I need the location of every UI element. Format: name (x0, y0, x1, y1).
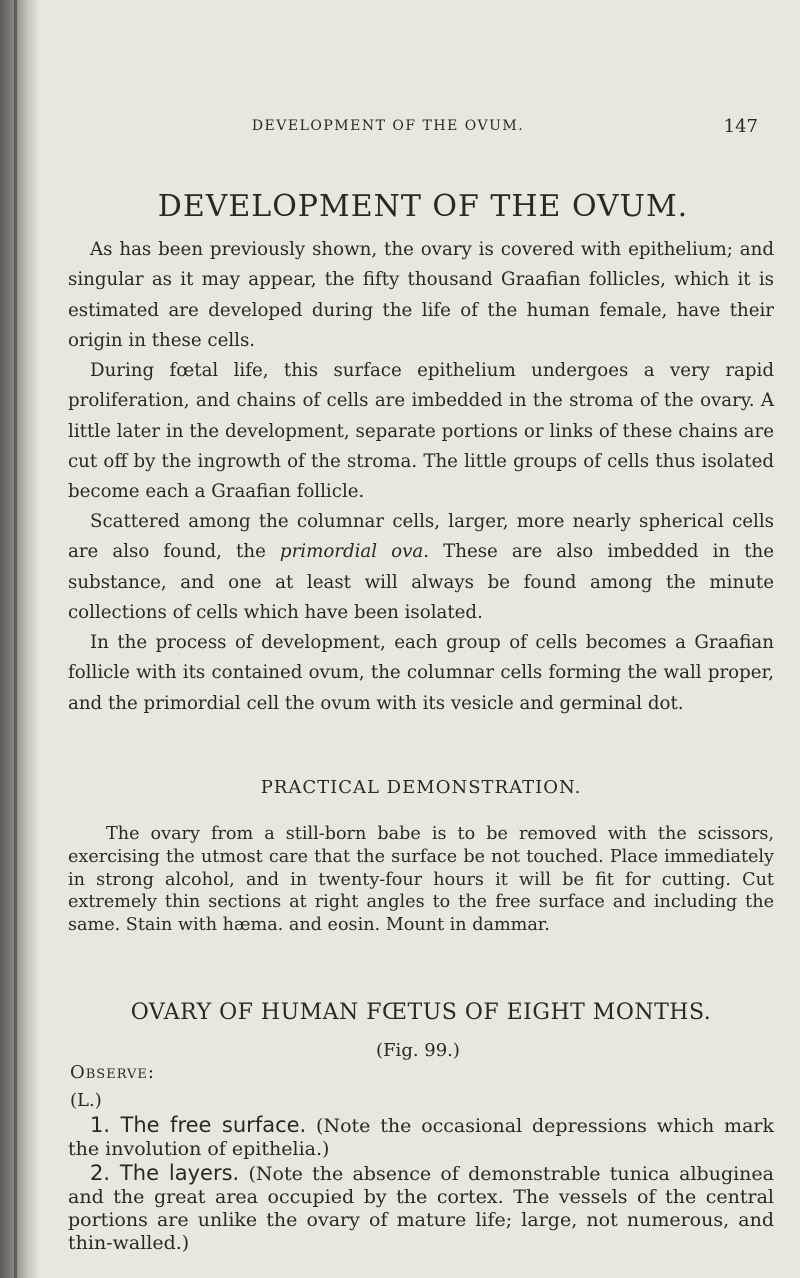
observation-item-2 (68, 1162, 774, 1255)
page-content (68, 0, 778, 1278)
paragraph-4: In the process of development, each group of cells becomes a Graafian follicle with its contained ovum, the columnar cells forming the wall proper, and the primordial cell the ovum with its vesicle and germinal dot. (68, 632, 774, 714)
figure-reference: (Fig. 99.) (376, 1040, 460, 1061)
paragraph-2: During fœtal life, this surface epithelium undergoes a very rapid proliferation, and chains of cells are imbedded in the stroma of the ovary. A little later in the development, separate portions or links of these chains are cut off by the ingrowth of the stroma. The little groups of cells thus isolated become each a Graafian follicle. (68, 360, 774, 503)
practical-demonstration-text: The ovary from a still-born babe is to be removed with the scissors, exercising the utmost care that the surface be not touched. Place immediately in strong alcohol, and in twenty-four hours it will be fit for cutting. Cut extremely thin sections at right angles to the free surface and including the same. Stain with hæma. and eosin. Mount in dammar. (68, 824, 774, 936)
binding-shadow-line (14, 0, 17, 1278)
paragraph-1: As has been previously shown, the ovary is covered with epithelium; and singular as it may appear, the fifty thousand Graafian follicles, which it is estimated are developed during the life of the human female, have their origin in these cells. (68, 239, 774, 351)
running-head-title: DEVELOPMENT OF THE OVUM. (251, 118, 525, 134)
page-binding-edge (0, 0, 40, 1278)
item-1-text: (Note the occasional depressions which mark the involution of epithelia.) (68, 1115, 774, 1160)
observe-label: Observe: (70, 1062, 155, 1083)
label-l: (L.) (70, 1090, 102, 1111)
item-2-lead: 2. The layers. (90, 1161, 240, 1185)
observation-item-1 (68, 1114, 774, 1161)
ovary-section-heading: OVARY OF HUMAN FŒTUS OF EIGHT MONTHS. (130, 1000, 712, 1025)
page-number: 147 (723, 116, 758, 137)
paragraph-3-text-a: Scattered among the columnar cells, larger, more nearly spherical cells are also found, the (68, 511, 774, 563)
paragraph-3 (68, 507, 774, 628)
chapter-heading: DEVELOPMENT OF THE OVUM. (157, 189, 689, 224)
item-2-text: (Note the absence of demonstrable tunica albuginea and the great area occupied by the cortex. The vessels of the central portions are unlike the ovary of mature life; large, not numerous, and thin-walled.) (68, 1163, 774, 1254)
paragraph-3-text-b: These are also imbedded in the substance, and one at least will always be found among the minute collections of cells which have been isolated. (68, 541, 774, 623)
running-head (68, 118, 758, 142)
primordial-ova-term: primordial ova. (279, 541, 430, 563)
item-1-lead: 1. The free surface. (90, 1113, 307, 1137)
practical-demonstration-heading: PRACTICAL DEMONSTRATION. (260, 777, 582, 798)
